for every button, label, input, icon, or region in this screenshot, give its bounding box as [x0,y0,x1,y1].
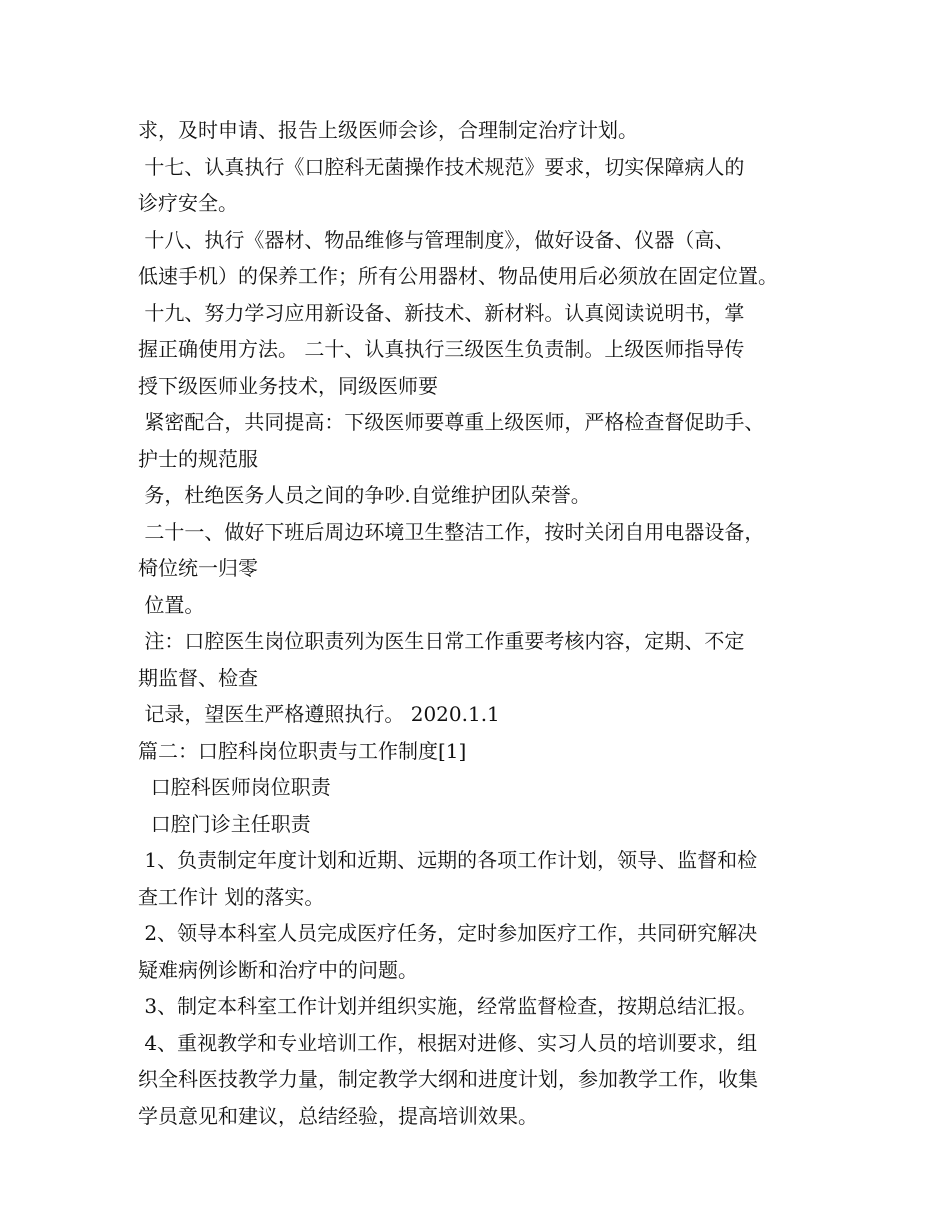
text-line: 诊疗安全。 [138,191,238,215]
text-line: 记录，望医生严格遵照执行。 2020.1.1 [138,702,500,726]
text-line: 低速手机）的保养工作；所有公用器材、物品使用后必须放在固定位置。 [138,264,778,288]
text-line: 握正确使用方法。 二十、认真执行三级医生负责制。上级医师指导传 [138,337,745,361]
text-line: 2、领导本科室人员完成医疗任务，定时参加医疗工作，共同研究解决 [138,921,758,945]
text-line: 十八、执行《器材、物品维修与管理制度》，做好设备、仪器（高、 [138,227,735,252]
subheading: 口腔门诊主任职责 [138,811,311,836]
text-line: 期监督、检查 [138,665,258,690]
text-line: 二十一、做好下班后周边环境卫生整洁工作，按时关闭自用电器设备， [138,519,765,544]
text-line: 位置。 [138,592,205,617]
text-line: 十九、努力学习应用新设备、新技术、新材料。认真阅读说明书，掌 [138,300,745,325]
text-line: 椅位统一归零 [138,556,258,580]
text-line: 4、重视教学和专业培训工作，根据对进修、实习人员的培训要求，组 [138,1030,758,1055]
text-line: 织全科医技教学力量，制定教学大纲和进度计划，参加教学工作，收集 [138,1067,758,1091]
text-line: 1、负责制定年度计划和近期、远期的各项工作计划，领导、监督和检 [138,848,758,872]
document-body [138,112,838,1134]
text-line: 务，杜绝医务人员之间的争吵.自觉维护团队荣誉。 [138,483,591,507]
text-line: 学员意见和建议，总结经验，提高培训效果。 [138,1103,538,1128]
text-line: 查工作计 划的落实。 [138,884,325,909]
text-line: 护士的规范服 [138,446,258,471]
text-line: 十七、认真执行《口腔科无菌操作技术规范》要求，切实保障病人的 [138,154,745,179]
section-heading: 篇二：口腔科岗位职责与工作制度[1] [138,738,467,763]
text-line: 3、制定本科室工作计划并组织实施，经常监督检查，按期总结汇报。 [138,994,758,1018]
text-line: 授下级医师业务技术，同级医师要 [138,373,438,398]
text-line: 疑难病例诊断和治疗中的问题。 [138,957,418,982]
text-line: 注：口腔医生岗位职责列为医生日常工作重要考核内容，定期、不定 [138,629,745,653]
text-line: 紧密配合，共同提高：下级医师要尊重上级医师，严格检查督促助手、 [138,410,765,434]
text-line: 求，及时申请、报告上级医师会诊，合理制定治疗计划。 [138,118,638,142]
subheading: 口腔科医师岗位职责 [138,775,331,799]
